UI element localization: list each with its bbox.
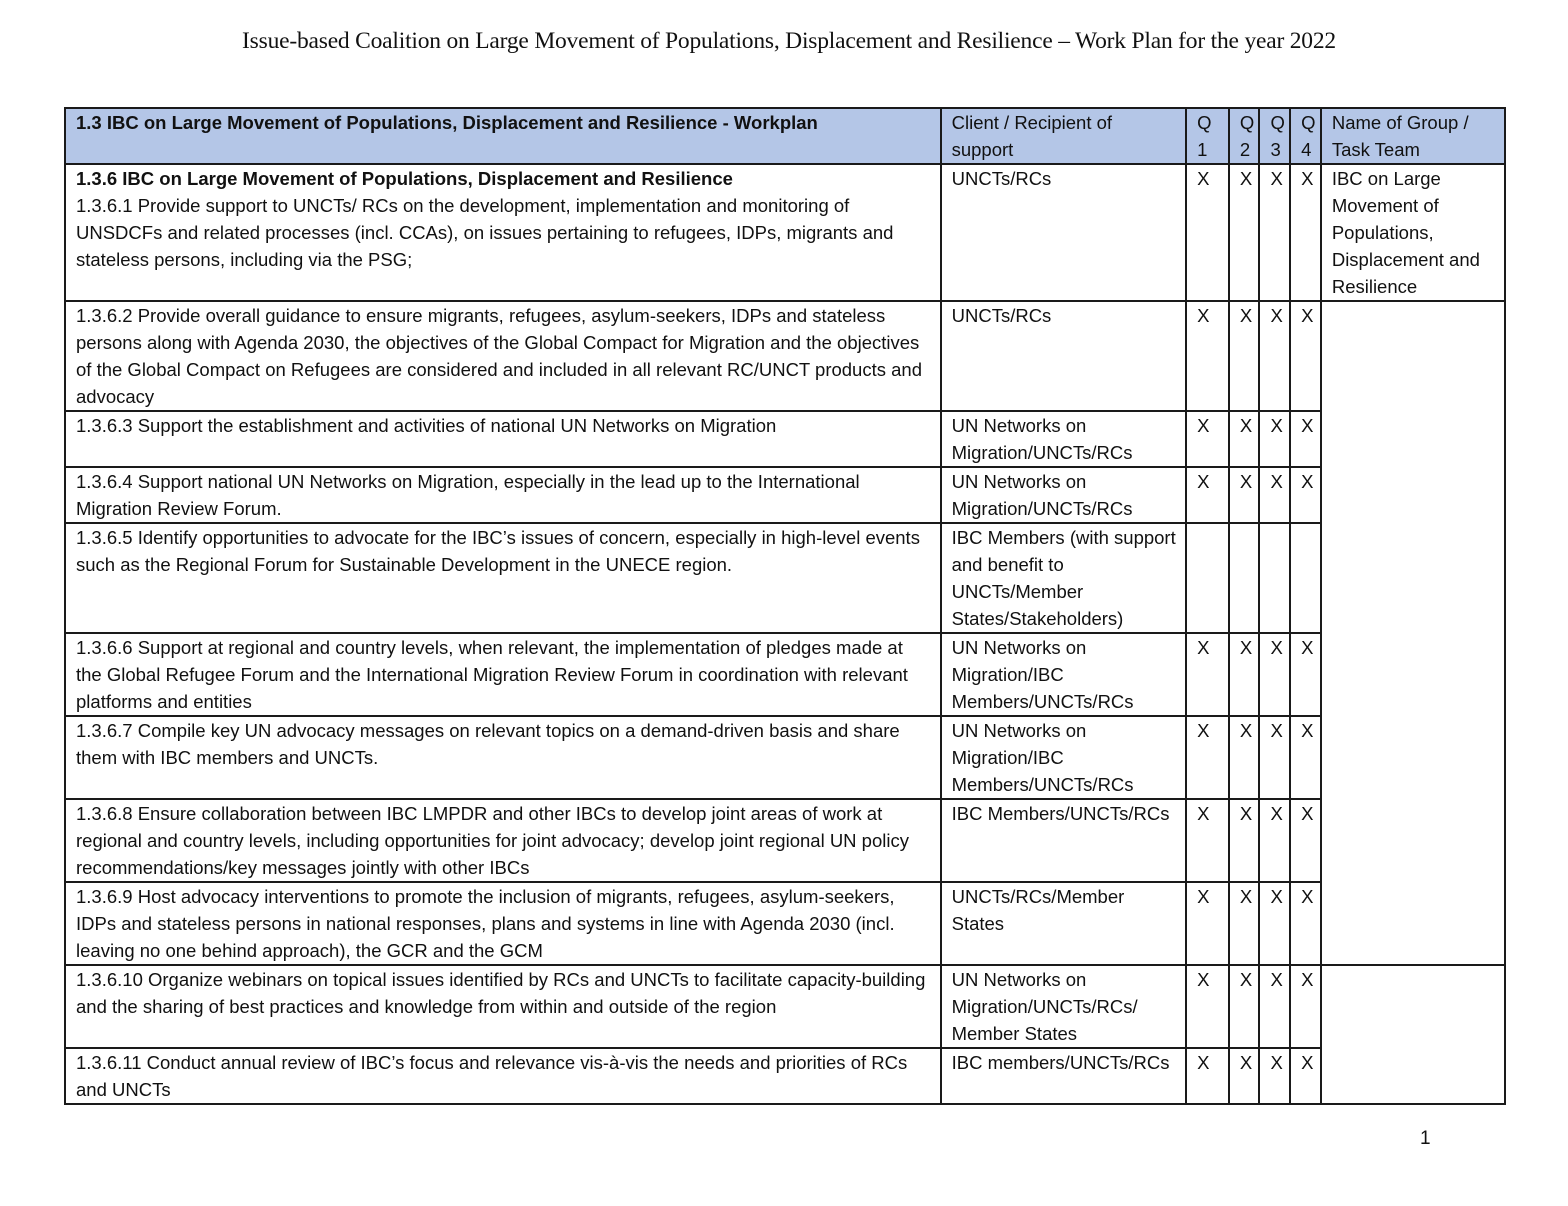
q1-cell: X <box>1186 716 1229 799</box>
q4-cell: X <box>1290 411 1321 467</box>
header-q2: Q 2 <box>1229 108 1260 164</box>
q1-cell: X <box>1186 1048 1229 1104</box>
q1-cell: X <box>1186 882 1229 965</box>
activity-cell: 1.3.6.7 Compile key UN advocacy messages on relevant topics on a demand-driven basis and share them with IBC members and UNCTs. <box>65 716 941 799</box>
q3-cell: X <box>1259 301 1290 411</box>
activity-cell <box>65 164 941 301</box>
table-row <box>65 882 1505 965</box>
q1-cell: X <box>1186 164 1229 301</box>
activity-cell: 1.3.6.3 Support the establishment and activities of national UN Networks on Migration <box>65 411 941 467</box>
activity-cell: 1.3.6.11 Conduct annual review of IBC’s focus and relevance vis-à-vis the needs and priorities of RCs and UNCTs <box>65 1048 941 1104</box>
group-cell-merged <box>1321 301 1505 965</box>
header-q3: Q 3 <box>1259 108 1290 164</box>
activity-cell: 1.3.6.4 Support national UN Networks on Migration, especially in the lead up to the International Migration Review Forum. <box>65 467 941 523</box>
q3-cell: X <box>1259 467 1290 523</box>
q4-cell: X <box>1290 965 1321 1048</box>
activity-cell: 1.3.6.10 Organize webinars on topical issues identified by RCs and UNCTs to facilitate capacity-building and the sharing of best practices and knowledge from within and outside of the region <box>65 965 941 1048</box>
q3-cell: X <box>1259 411 1290 467</box>
client-cell: UN Networks on Migration/IBC Members/UNCTs/RCs <box>941 716 1186 799</box>
q1-cell <box>1186 523 1229 633</box>
activity-cell: 1.3.6.6 Support at regional and country levels, when relevant, the implementation of pledges made at the Global Refugee Forum and the International Migration Review Forum in coordination with relevant platforms and entities <box>65 633 941 716</box>
table-row <box>65 467 1505 523</box>
section-heading: 1.3.6 IBC on Large Movement of Populations, Displacement and Resilience <box>76 168 733 189</box>
q1-cell: X <box>1186 799 1229 882</box>
table-row <box>65 523 1505 633</box>
client-cell: UNCTs/RCs/Member States <box>941 882 1186 965</box>
q2-cell: X <box>1229 301 1260 411</box>
q2-cell: X <box>1229 965 1260 1048</box>
client-cell: IBC Members/UNCTs/RCs <box>941 799 1186 882</box>
table-row <box>65 965 1505 1048</box>
table-row <box>65 301 1505 411</box>
q3-cell: X <box>1259 633 1290 716</box>
q2-cell: X <box>1229 799 1260 882</box>
client-cell: IBC members/UNCTs/RCs <box>941 1048 1186 1104</box>
group-cell: IBC on Large Movement of Populations, Displacement and Resilience <box>1321 164 1505 301</box>
q4-cell: X <box>1290 716 1321 799</box>
q2-cell: X <box>1229 633 1260 716</box>
q2-cell: X <box>1229 164 1260 301</box>
q3-cell: X <box>1259 965 1290 1048</box>
table-row <box>65 716 1505 799</box>
client-cell: IBC Members (with support and benefit to UNCTs/Member States/Stakeholders) <box>941 523 1186 633</box>
q1-cell: X <box>1186 965 1229 1048</box>
q1-cell: X <box>1186 467 1229 523</box>
table-row <box>65 164 1505 301</box>
q2-cell: X <box>1229 882 1260 965</box>
q3-cell: X <box>1259 799 1290 882</box>
table-header-row <box>65 108 1505 164</box>
header-client: Client / Recipient of support <box>941 108 1186 164</box>
activity-cell: 1.3.6.8 Ensure collaboration between IBC LMPDR and other IBCs to develop joint areas of work at regional and country levels, including opportunities for joint advocacy; develop joint regional UN policy recommendations/key messages jointly with other IBCs <box>65 799 941 882</box>
header-group: Name of Group / Task Team <box>1321 108 1505 164</box>
q3-cell <box>1259 523 1290 633</box>
client-cell: UN Networks on Migration/UNCTs/RCs/ Member States <box>941 965 1186 1048</box>
client-cell: UN Networks on Migration/UNCTs/RCs <box>941 411 1186 467</box>
q2-cell: X <box>1229 467 1260 523</box>
q4-cell: X <box>1290 164 1321 301</box>
document-title: Issue-based Coalition on Large Movement of Populations, Displacement and Resilience – Work Plan for the year 2022 <box>242 28 1336 54</box>
q3-cell: X <box>1259 882 1290 965</box>
client-cell: UN Networks on Migration/IBC Members/UNCTs/RCs <box>941 633 1186 716</box>
header-q1: Q1 <box>1186 108 1229 164</box>
q3-cell: X <box>1259 716 1290 799</box>
q1-cell: X <box>1186 411 1229 467</box>
activity-cell: 1.3.6.2 Provide overall guidance to ensure migrants, refugees, asylum-seekers, IDPs and stateless persons along with Agenda 2030, the objectives of the Global Compact for Migration and the objectives of the Global Compact on Refugees are considered and included in all relevant RC/UNCT products and advocacy <box>65 301 941 411</box>
client-cell: UNCTs/RCs <box>941 164 1186 301</box>
header-q4: Q 4 <box>1290 108 1321 164</box>
q2-cell: X <box>1229 716 1260 799</box>
q4-cell: X <box>1290 467 1321 523</box>
q4-cell <box>1290 523 1321 633</box>
client-cell: UNCTs/RCs <box>941 301 1186 411</box>
q1-cell: X <box>1186 633 1229 716</box>
q3-cell: X <box>1259 1048 1290 1104</box>
group-cell-merged <box>1321 965 1505 1104</box>
q2-cell: X <box>1229 1048 1260 1104</box>
table-row <box>65 633 1505 716</box>
activity-text: 1.3.6.1 Provide support to UNCTs/ RCs on the development, implementation and monitoring of UNSDCFs and related processes (incl. CCAs), on issues pertaining to refugees, IDPs, migrants and stateless persons, including via the PSG; <box>76 195 894 270</box>
q2-cell: X <box>1229 411 1260 467</box>
client-cell: UN Networks on Migration/UNCTs/RCs <box>941 467 1186 523</box>
q4-cell: X <box>1290 301 1321 411</box>
page-number: 1 <box>1420 1128 1431 1149</box>
q4-cell: X <box>1290 1048 1321 1104</box>
q2-cell <box>1229 523 1260 633</box>
q4-cell: X <box>1290 633 1321 716</box>
q4-cell: X <box>1290 882 1321 965</box>
q4-cell: X <box>1290 799 1321 882</box>
table-row <box>65 411 1505 467</box>
q3-cell: X <box>1259 164 1290 301</box>
activity-cell: 1.3.6.9 Host advocacy interventions to promote the inclusion of migrants, refugees, asylum-seekers, IDPs and stateless persons in national responses, plans and systems in line with Agenda 2030 (incl. leaving no one behind approach), the GCR and the GCM <box>65 882 941 965</box>
activity-cell: 1.3.6.5 Identify opportunities to advocate for the IBC’s issues of concern, especially in high-level events such as the Regional Forum for Sustainable Development in the UNECE region. <box>65 523 941 633</box>
workplan-table <box>64 107 1506 1105</box>
table-row <box>65 1048 1505 1104</box>
q1-cell: X <box>1186 301 1229 411</box>
table-row <box>65 799 1505 882</box>
header-activity: 1.3 IBC on Large Movement of Populations, Displacement and Resilience - Workplan <box>65 108 941 164</box>
